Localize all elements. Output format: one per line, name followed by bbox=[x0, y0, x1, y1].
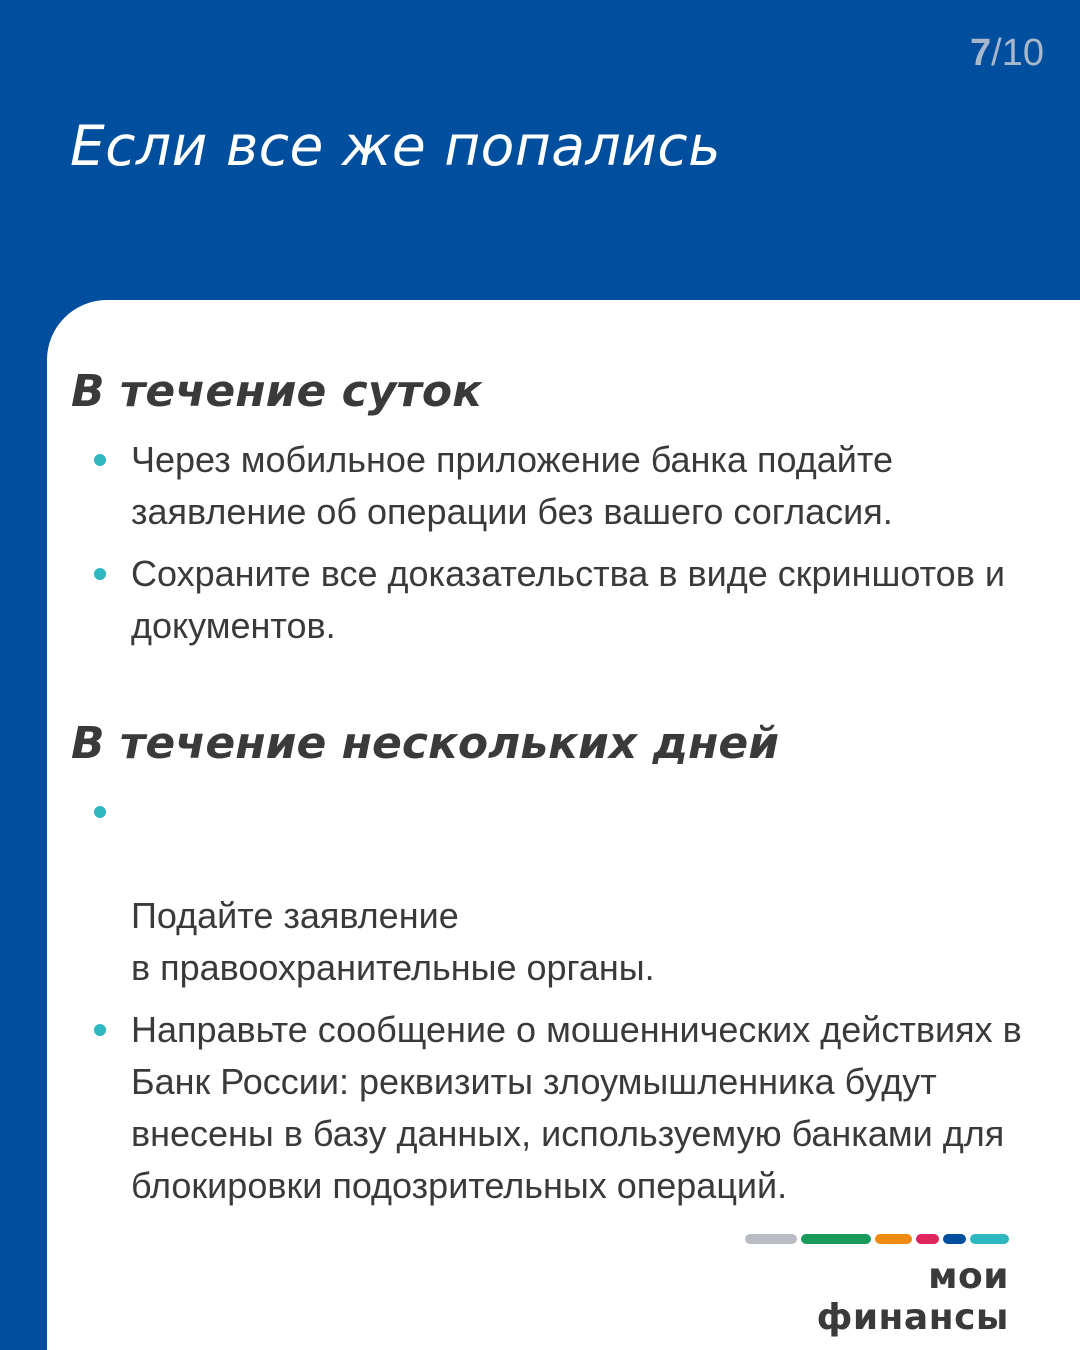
logo-stripe-segment bbox=[970, 1234, 1009, 1244]
list-item-text: Через мобильное приложение банка подайте заявление об операции без вашего согласия. bbox=[131, 439, 893, 532]
list-item bbox=[89, 1004, 1049, 1212]
section-title-several-days: В течение нескольких дней bbox=[71, 718, 780, 769]
content-card bbox=[47, 300, 1080, 1350]
moi-finansy-logo bbox=[745, 1234, 1009, 1338]
list-item-text: Сохраните все доказательства в виде скриншотов и документов. bbox=[131, 553, 1005, 646]
list-item-text: Направьте сообщение о мошеннических действиях в Банк России: реквизиты злоумышленника будут внесены в базу данных, используемую банками для блокировки подозрительных операций. bbox=[131, 1009, 1022, 1206]
bullet-dot-icon bbox=[94, 1024, 106, 1036]
section-list-several-days bbox=[89, 786, 1049, 1222]
section-title-within-day: В течение суток bbox=[71, 366, 482, 417]
bullet-dot-icon bbox=[94, 568, 106, 580]
section-list-within-day bbox=[89, 434, 1049, 662]
logo-stripe bbox=[745, 1234, 1009, 1244]
logo-stripe-segment bbox=[745, 1234, 797, 1244]
page-title: Если все же попались bbox=[70, 114, 722, 178]
list-item bbox=[89, 548, 1049, 652]
bullet-dot-icon bbox=[94, 806, 106, 818]
logo-stripe-segment bbox=[943, 1234, 966, 1244]
logo-text: мои финансы bbox=[816, 1256, 1009, 1338]
bullet-dot-icon bbox=[94, 454, 106, 466]
page-counter-current: 7 bbox=[970, 32, 992, 74]
logo-stripe-segment bbox=[801, 1234, 871, 1244]
logo-stripe-segment bbox=[875, 1234, 912, 1244]
logo-stripe-segment bbox=[916, 1234, 939, 1244]
page-counter bbox=[970, 32, 1044, 75]
list-item bbox=[89, 434, 1049, 538]
list-item-text: Подайте заявление в правоохранительные органы. bbox=[131, 895, 655, 988]
page-counter-total: 10 bbox=[1001, 32, 1044, 74]
page-counter-separator: / bbox=[991, 32, 1002, 74]
list-item bbox=[89, 786, 1049, 994]
